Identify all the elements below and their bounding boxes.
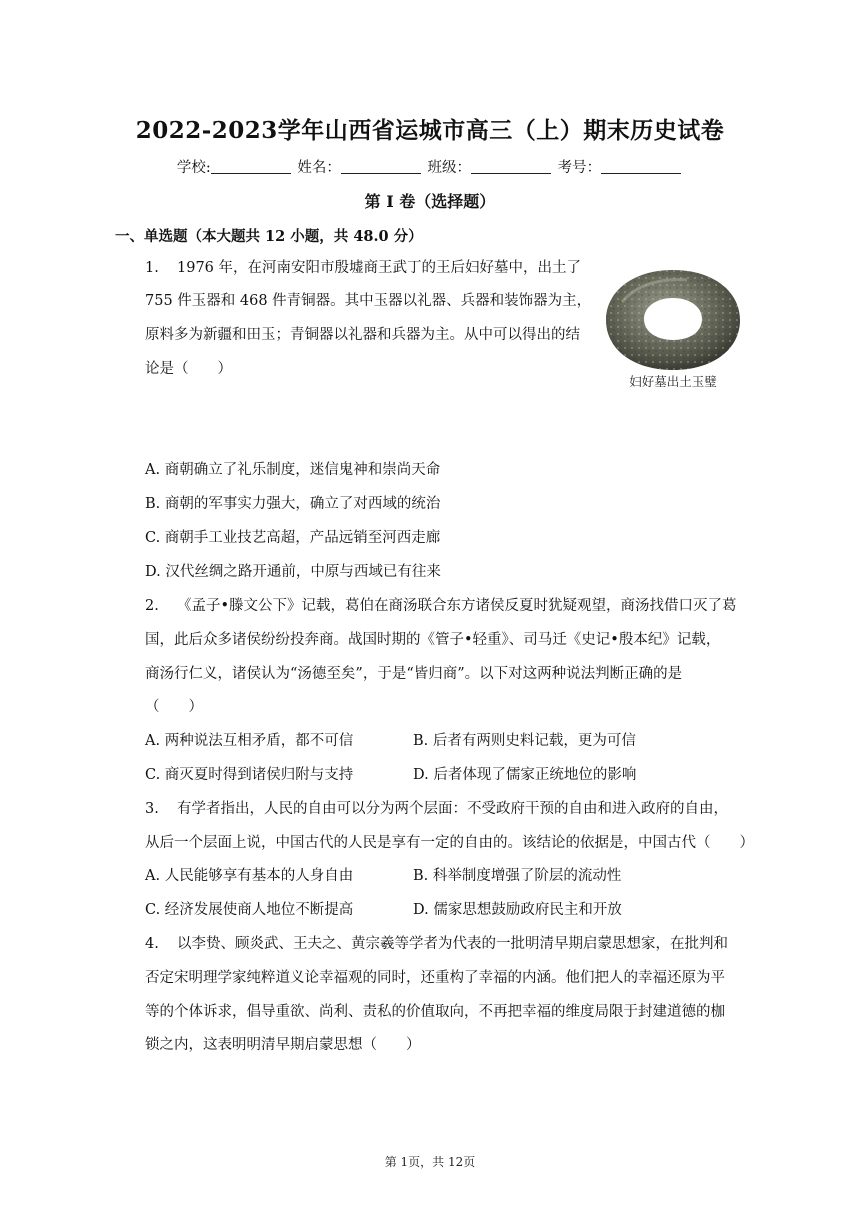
school-blank [211, 159, 291, 174]
question-1-line: 755 件玉器和 468 件青铜器。其中玉器以礼器、兵器和装饰器为主， [145, 293, 592, 309]
image-caption: 妇好墓出土玉璧 [629, 374, 717, 389]
question-number: 2. [145, 598, 159, 614]
question-1-option-d[interactable]: D. 汉代丝绸之路开通前，中原与西域已有往来 [145, 564, 441, 580]
question-1-line: 原料多为新疆和田玉；青铜器以礼器和兵器为主。从中可以得出的结 [145, 327, 580, 343]
page-footer: 第 1页，共 12页 [384, 1155, 476, 1169]
question-2-line: （ ） [145, 699, 203, 715]
question-2-line: 2. 《孟子•滕文公下》记载，葛伯在商汤联合东方诸侯反夏时犹疑观望，商汤找借口灭了葛 [145, 598, 737, 614]
class-label: 班级： [427, 160, 471, 176]
question-1-line: 1. 1976 年，在河南安阳市殷墟商王武丁的王后妇好墓中，出土了 [145, 260, 582, 276]
question-4-line: 4. 以李贽、顾炎武、王夫之、黄宗羲等学者为代表的一批明清早期启蒙思想家，在批判和 [145, 936, 728, 952]
question-1-option-b[interactable]: B. 商朝的军事实力强大，确立了对西域的统治 [145, 496, 441, 512]
question-2-option-d[interactable]: D. 后者体现了儒家正统地位的影响 [413, 767, 637, 783]
question-2-option-c[interactable]: C. 商灭夏时得到诸侯归附与支持 [145, 767, 354, 783]
exam-title: 2022-2023学年山西省运城市高三（上）期末历史试卷 [135, 117, 725, 144]
question-2-line: 商汤行仁义，诸侯认为“汤德至矣”，于是“皆归商”。以下对这两种说法判断正确的是 [145, 666, 683, 682]
exam-number-label: 考号： [557, 160, 602, 176]
question-4-line: 等的个体诉求，倡导重欲、尚利、责私的价值取向，不再把幸福的维度局限于封建道德的枷 [145, 1004, 725, 1020]
question-3-line: 从后一个层面上说，中国古代的人民是享有一定的自由的。该结论的依据是，中国古代（ ） [145, 835, 754, 851]
question-number: 4. [145, 936, 159, 952]
question-3-option-c[interactable]: C. 经济发展使商人地位不断提高 [145, 902, 354, 918]
question-1-line: 论是（ ） [145, 361, 232, 377]
question-3-option-a[interactable]: A. 人民能够享有基本的人身自由 [145, 868, 354, 884]
part-heading: 一、单选题（本大题共 12 小题，共 48.0 分） [115, 228, 423, 245]
school-label: 学校: [176, 160, 211, 176]
question-3-option-d[interactable]: D. 儒家思想鼓励政府民主和开放 [413, 902, 622, 918]
question-2-option-a[interactable]: A. 两种说法互相矛盾，都不可信 [145, 733, 354, 749]
question-2-option-b[interactable]: B. 后者有两则史料记载，更为可信 [413, 733, 636, 749]
question-4-line: 否定宋明理学家纯粹道义论幸福观的同时，还重构了幸福的内涵。他们把人的幸福还原为平 [145, 970, 725, 986]
question-1-option-c[interactable]: C. 商朝手工业技艺高超，产品远销至河西走廊 [145, 530, 441, 546]
question-3-option-b[interactable]: B. 科举制度增强了阶层的流动性 [413, 868, 622, 884]
class-blank [471, 159, 551, 174]
question-number: 3. [145, 801, 159, 817]
exam-number-blank [601, 159, 681, 174]
student-info-line [0, 156, 860, 177]
question-3-line: 3. 有学者指出，人民的自由可以分为两个层面：不受政府干预的自由和进入政府的自由， [145, 801, 728, 817]
name-blank [341, 159, 421, 174]
section-title: 第 I 卷（选择题） [364, 192, 496, 211]
question-number: 1. [145, 260, 159, 276]
question-4-line: 锁之内，这表明明清早期启蒙思想（ ） [145, 1037, 421, 1053]
question-1-option-a[interactable]: A. 商朝确立了礼乐制度，迷信鬼神和崇尚天命 [145, 462, 441, 478]
question-2-line: 国，此后众多诸侯纷纷投奔商。战国时期的《管子•轻重》、司马迁《史记•殷本纪》记载， [145, 632, 721, 648]
name-label: 姓名： [297, 160, 341, 176]
